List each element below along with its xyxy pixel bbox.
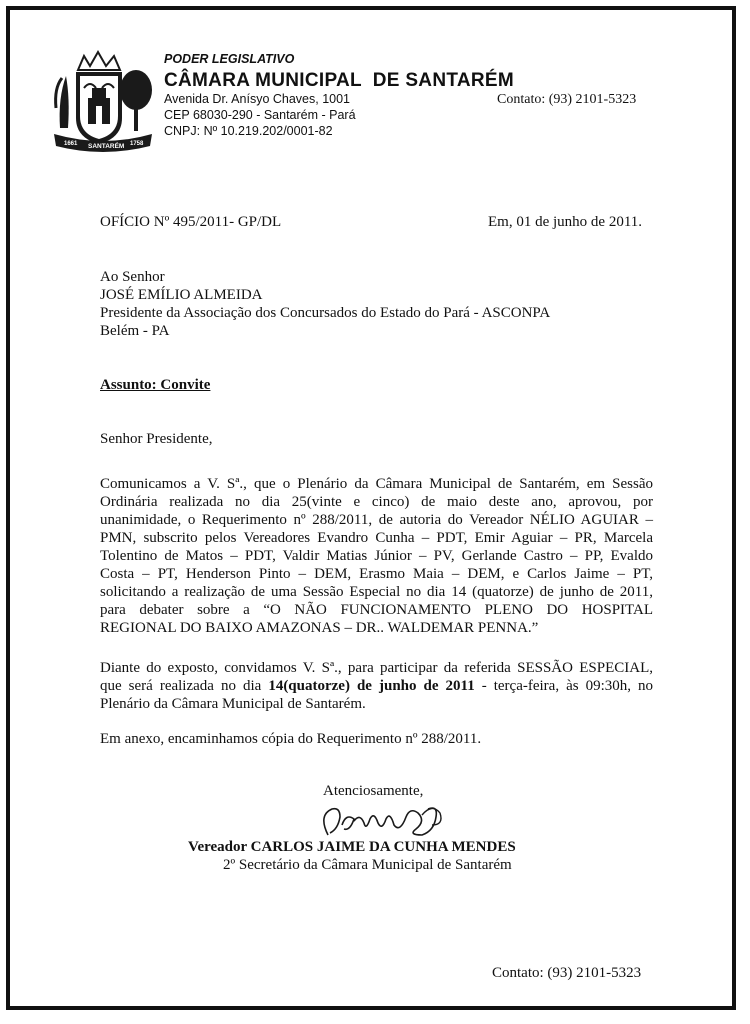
letter-paragraph-3: Em anexo, encaminhamos cópia do Requerimento nº 288/2011. — [100, 731, 482, 747]
letter-subject: Assunto: Convite — [100, 377, 211, 393]
paragraph-line-mixed — [100, 677, 653, 695]
invitation-text-pre: que será realizada no dia — [100, 678, 269, 694]
letter-paragraph-2 — [100, 659, 653, 713]
letterhead-chamber: CÂMARA MUNICIPAL DE SANTARÉM — [164, 70, 514, 91]
paragraph-line: Tolentino de Matos – PDT, Valdir Matias Júnior – PV, Gerlande Castro – PP, Evaldo — [100, 548, 653, 564]
signer-name: Vereador CARLOS JAIME DA CUNHA MENDES — [188, 839, 516, 855]
footer-contact: Contato: (93) 2101-5323 — [492, 965, 642, 981]
letter-date: Em, 01 de junho de 2011. — [488, 214, 643, 230]
paragraph-line: Ordinária realizada no dia 25(vinte e cinco) de maio deste ano, aprovou, por — [100, 494, 653, 510]
letter-greeting: Senhor Presidente, — [100, 431, 213, 447]
letter-page — [6, 6, 736, 1010]
crest-ribbon-center: SANTARÉM — [88, 143, 125, 150]
recipient-salutation: Ao Senhor — [100, 269, 165, 285]
municipal-crest-icon — [50, 48, 156, 154]
paragraph-line: Diante do exposto, convidamos V. Sª., para participar da referida SESSÃO ESPECIAL, — [100, 660, 653, 676]
recipient-city: Belém - PA — [100, 323, 170, 339]
paragraph-line: PMN, subscrito pelos Vereadores Evandro Cunha – PDT, Emir Aguiar – PR, Marcela — [100, 530, 653, 546]
recipient-block — [100, 268, 550, 340]
letterhead-address-line3: CNPJ: Nº 10.219.202/0001-82 — [164, 124, 333, 138]
invitation-text-post: - terça-feira, às 09:30h, no — [474, 678, 654, 694]
paragraph-line: REGIONAL DO BAIXO AMAZONAS – DR.. WALDEMAR PENNA.” — [100, 620, 539, 636]
recipient-name: JOSÉ EMÍLIO ALMEIDA — [100, 287, 263, 303]
recipient-title: Presidente da Associação dos Concursados do Estado do Pará - ASCONPA — [100, 305, 551, 321]
session-date: 14(quatorze) de junho de 2011 — [268, 678, 475, 694]
paragraph-line: unanimidade, o Requerimento nº 288/2011, de autoria do Vereador NÉLIO AGUIAR – — [100, 512, 653, 528]
letterhead-address-line1: Avenida Dr. Anísyo Chaves, 1001 — [164, 92, 350, 106]
plant-icon — [56, 76, 69, 128]
letterhead-branch: PODER LEGISLATIVO — [164, 52, 295, 66]
crest-ribbon-right: 1758 — [130, 141, 144, 147]
paragraph-line: Comunicamos a V. Sª., que o Plenário da Câmara Municipal de Santarém, em Sessão — [100, 476, 653, 492]
paragraph-line: para debater sobre a “O NÃO FUNCIONAMENTO PLENO DO HOSPITAL — [100, 602, 653, 618]
paragraph-line: solicitando a realização de uma Sessão Especial no dia 14 (quatorze) de junho de 2011, — [100, 584, 653, 600]
letterhead-address-line2: CEP 68030-290 - Santarém - Pará — [164, 108, 356, 122]
letterhead-contact: Contato: (93) 2101-5323 — [497, 92, 637, 107]
letter-paragraph-1 — [100, 475, 653, 637]
paragraph-line: Plenário da Câmara Municipal de Santarém. — [100, 696, 366, 712]
letter-number: OFÍCIO Nº 495/2011- GP/DL — [100, 214, 282, 230]
paragraph-line: Costa – PT, Henderson Pinto – DEM, Erasmo Maia – DEM, e Carlos Jaime – PT, — [100, 566, 653, 582]
crest-ribbon-left: 1661 — [64, 141, 78, 147]
letter-closing: Atenciosamente, — [323, 783, 424, 799]
signer-role: 2º Secretário da Câmara Municipal de Santarém — [223, 857, 512, 873]
tree-icon — [120, 70, 152, 131]
